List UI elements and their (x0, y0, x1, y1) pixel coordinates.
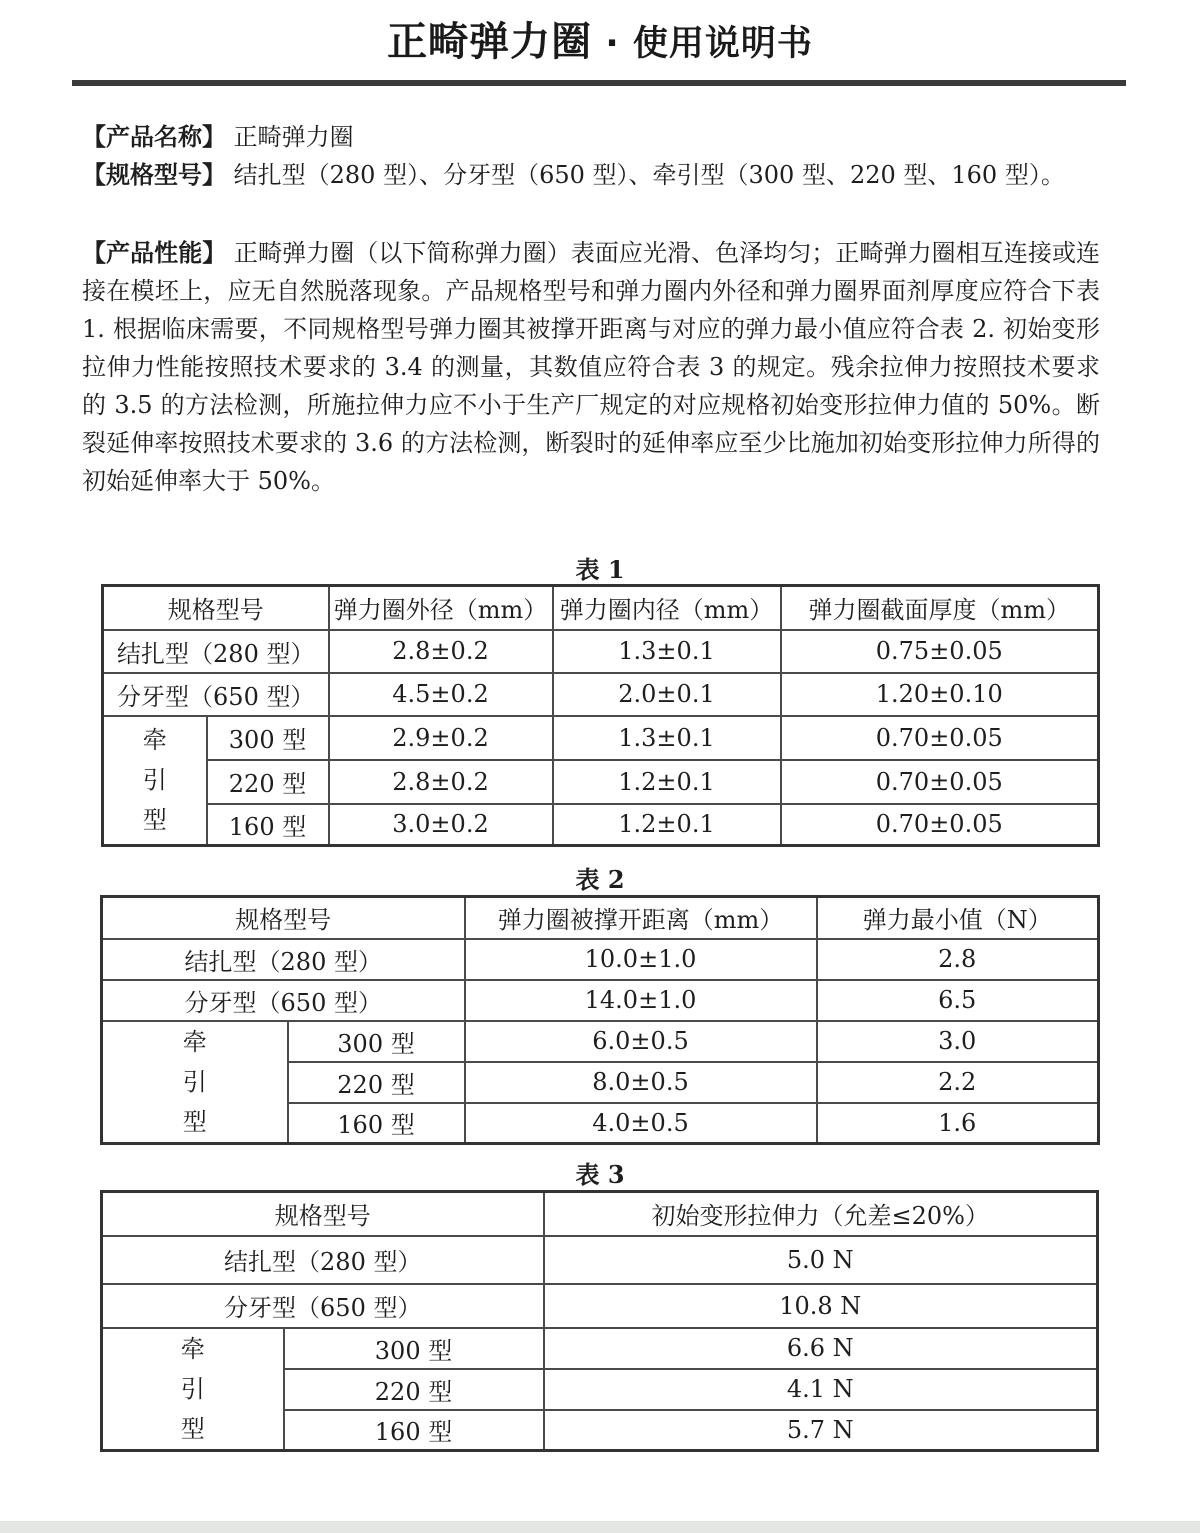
table1-cell-model: 结扎型（280 型） (103, 630, 329, 673)
performance-value: 正畸弹力圈（以下简称弹力圈）表面应光滑、色泽均匀；正畸弹力圈相互连接或连接在模坯上，应无自然脱落现象。产品规格型号和弹力圈内外径和弹力圈界面剂厚度应符合下表 1. 根据临床需要，不同规格型号弹力圈其被撑开距离与对应的弹力最小值应符合表 2. 初始变形拉伸力性能按照技术要求的 3.4 的测量，其数值应符合表 3 的规定。残余拉伸力按照技术要求的 3.5 的方法检测，所施拉伸力应不小于生产厂规定的对应规格初始变形拉伸力值的 50%。断裂延伸率按照技术要求的 3.6 的方法检测，断裂时的延伸率应至少比施加初始变形拉伸力所得的初始延伸率大于 50%。 (82, 239, 1100, 495)
table1-cell-thickness: 1.20±0.10 (781, 673, 1099, 716)
table3-cell-initial-force: 4.1 N (544, 1369, 1098, 1410)
page-title (0, 10, 1200, 67)
table1-header-model: 规格型号 (103, 586, 329, 630)
table1-header-outer-diameter: 弹力圈外径（mm） (329, 586, 553, 630)
table2-cell-min-force: 3.0 (817, 1021, 1099, 1062)
title-divider (72, 80, 1126, 86)
table3-caption: 表 3 (575, 1160, 625, 1189)
table3-cell-initial-force: 5.7 N (544, 1410, 1098, 1450)
table2-cell-distance: 6.0±0.5 (465, 1021, 817, 1062)
table1-cell-inner: 1.2±0.1 (553, 760, 781, 804)
group-label-char: 型 (142, 806, 167, 835)
table1-cell-model: 300 型 (207, 716, 329, 760)
table2-header-row (102, 897, 1099, 939)
table1-cell-inner: 1.3±0.1 (553, 716, 781, 760)
footer-band (0, 1521, 1200, 1533)
table2-cell-distance: 8.0±0.5 (465, 1062, 817, 1103)
performance-label: 【产品性能】 (82, 239, 227, 267)
table3-cell-initial-force: 6.6 N (544, 1328, 1098, 1369)
table1-cell-outer: 4.5±0.2 (329, 673, 553, 716)
table3-cell-initial-force: 5.0 N (544, 1236, 1098, 1284)
table2-cell-model: 160 型 (288, 1103, 465, 1143)
table1-cell-model: 160 型 (207, 804, 329, 846)
table-row (102, 1284, 1098, 1328)
group-label-char: 牵 (142, 726, 167, 755)
group-label-char: 型 (182, 1107, 207, 1136)
table2-cell-model: 分牙型（650 型） (102, 980, 465, 1021)
table1-cell-outer: 2.9±0.2 (329, 716, 553, 760)
table3-header-initial-force: 初始变形拉伸力（允差≤20%） (544, 1192, 1098, 1236)
table1 (101, 584, 1100, 847)
table2-group-label (102, 1021, 288, 1144)
table2-header-min-force: 弹力最小值（N） (817, 897, 1099, 939)
table2-cell-min-force: 2.2 (817, 1062, 1099, 1103)
table1-group-label (103, 716, 207, 846)
table2-cell-distance: 14.0±1.0 (465, 980, 817, 1021)
table-row (102, 939, 1099, 980)
table2-cell-distance: 4.0±0.5 (465, 1103, 817, 1143)
table3-header-row (102, 1192, 1098, 1236)
group-label-char: 引 (142, 766, 167, 795)
table2-caption: 表 2 (575, 865, 625, 894)
table2-cell-min-force: 2.8 (817, 939, 1099, 980)
table1-caption: 表 1 (575, 555, 625, 584)
table1-cell-inner: 1.2±0.1 (553, 804, 781, 846)
title-main: 正畸弹力圈 (387, 19, 593, 65)
table2-cell-min-force: 1.6 (817, 1103, 1099, 1143)
performance-section (82, 234, 1100, 500)
table2-cell-model: 220 型 (288, 1062, 465, 1103)
table1-cell-model: 分牙型（650 型） (103, 673, 329, 716)
table1-cell-inner: 1.3±0.1 (553, 630, 781, 673)
table-row (102, 1328, 1098, 1369)
table2-cell-min-force: 6.5 (817, 980, 1099, 1021)
table1-header-row (103, 586, 1099, 630)
table2-cell-distance: 10.0±1.0 (465, 939, 817, 980)
title-separator: · (592, 24, 633, 64)
table3 (100, 1190, 1099, 1452)
table1-cell-outer: 2.8±0.2 (329, 630, 553, 673)
table1-cell-outer: 3.0±0.2 (329, 804, 553, 846)
table1-cell-inner: 2.0±0.1 (553, 673, 781, 716)
group-label-char: 引 (182, 1067, 207, 1096)
table3-cell-model: 220 型 (284, 1369, 544, 1410)
product-name-label: 【产品名称】 (82, 123, 226, 151)
spec-value: 结扎型（280 型）、分牙型（650 型）、牵引型（300 型、220 型、160 型）。 (233, 161, 1065, 189)
table2-header-distance: 弹力圈被撑开距离（mm） (465, 897, 817, 939)
table1-cell-thickness: 0.70±0.05 (781, 760, 1099, 804)
table-row (103, 630, 1099, 673)
spec-label: 【规格型号】 (82, 161, 226, 189)
table-row (102, 1236, 1098, 1284)
table-row (102, 1021, 1099, 1062)
table1-cell-outer: 2.8±0.2 (329, 760, 553, 804)
table1-cell-thickness: 0.75±0.05 (781, 630, 1099, 673)
table3-cell-model: 分牙型（650 型） (102, 1284, 544, 1328)
table3-cell-model: 300 型 (284, 1328, 544, 1369)
table1-cell-thickness: 0.70±0.05 (781, 716, 1099, 760)
table3-cell-model: 结扎型（280 型） (102, 1236, 544, 1284)
product-name-value: 正畸弹力圈 (233, 123, 354, 151)
table3-cell-model: 160 型 (284, 1410, 544, 1450)
spec-section (82, 156, 1100, 194)
table-row (102, 980, 1099, 1021)
table-row (103, 716, 1099, 760)
table1-header-inner-diameter: 弹力圈内径（mm） (553, 586, 781, 630)
table3-group-label (102, 1328, 284, 1451)
group-label-char: 型 (180, 1414, 205, 1443)
title-subtitle: 使用说明书 (632, 24, 813, 64)
table-row (103, 760, 1099, 804)
table2 (100, 895, 1100, 1145)
table3-header-model: 规格型号 (102, 1192, 544, 1236)
table2-cell-model: 结扎型（280 型） (102, 939, 465, 980)
table-row (103, 804, 1099, 846)
table1-header-thickness: 弹力圈截面厚度（mm） (781, 586, 1099, 630)
table2-cell-model: 300 型 (288, 1021, 465, 1062)
table2-header-model: 规格型号 (102, 897, 465, 939)
group-label-char: 引 (180, 1374, 205, 1403)
table1-cell-thickness: 0.70±0.05 (781, 804, 1099, 846)
product-name-section (82, 118, 1100, 156)
table1-cell-model: 220 型 (207, 760, 329, 804)
group-label-char: 牵 (182, 1027, 207, 1056)
table3-cell-initial-force: 10.8 N (544, 1284, 1098, 1328)
table-row (103, 673, 1099, 716)
group-label-char: 牵 (180, 1334, 205, 1363)
